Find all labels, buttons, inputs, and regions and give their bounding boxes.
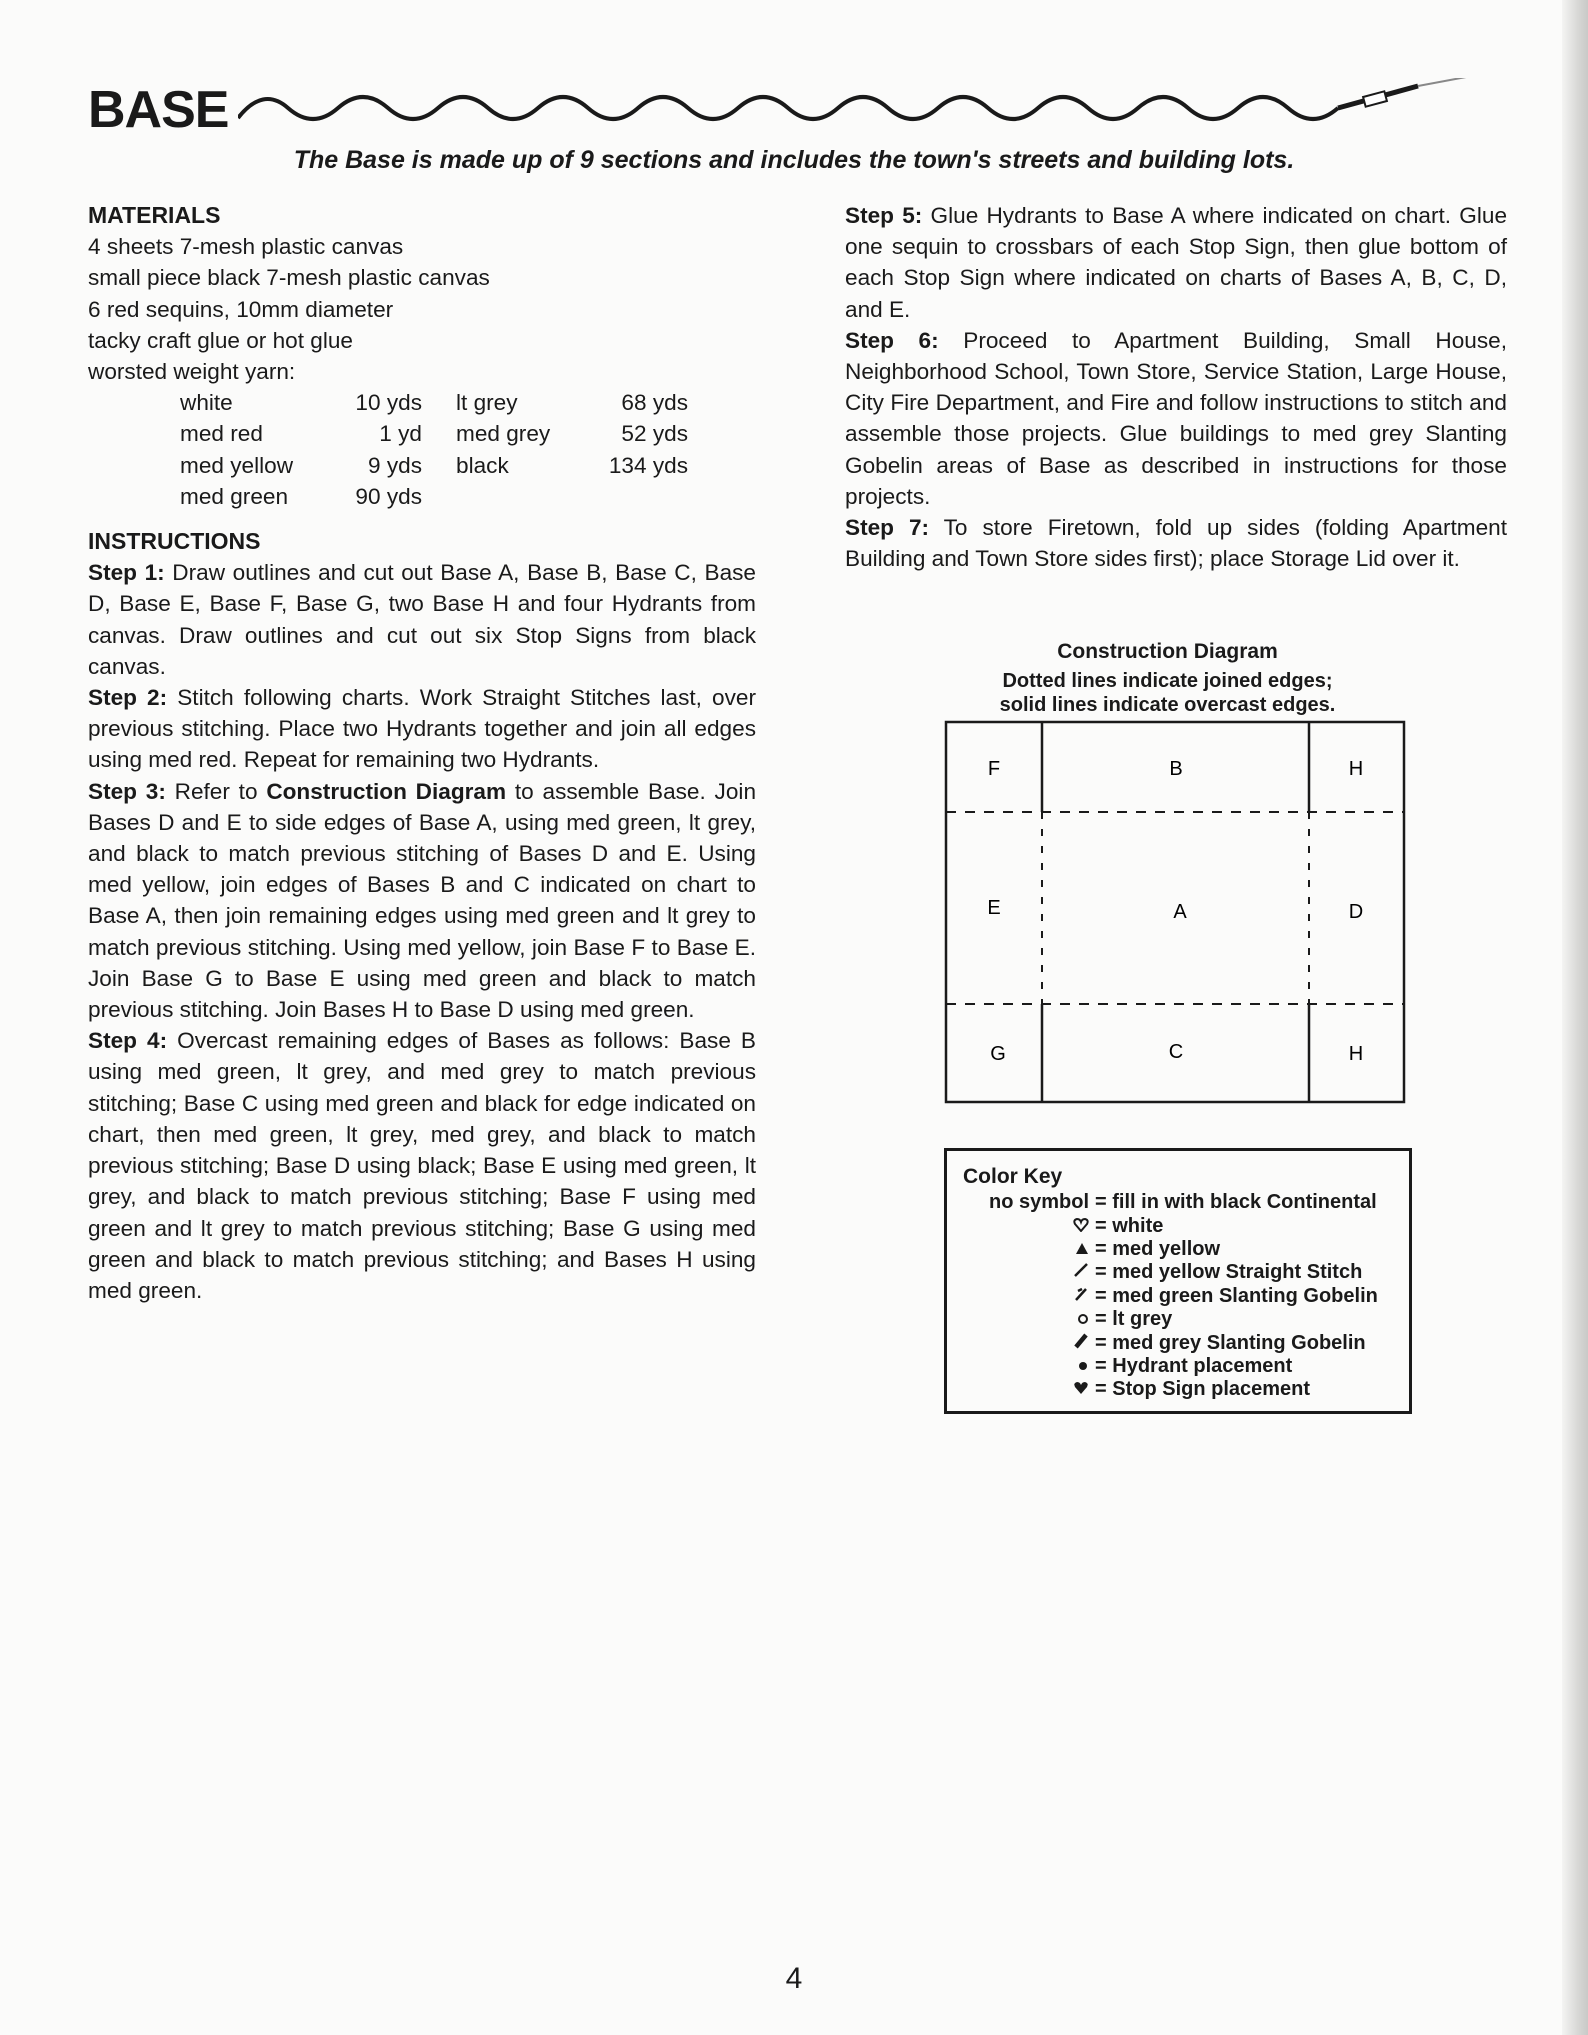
step-5	[845, 200, 1507, 325]
section-label-h-top: H	[1348, 758, 1364, 780]
equals-sign: =	[1095, 1378, 1107, 1401]
equals-sign: =	[1095, 1331, 1107, 1354]
yarn-row	[180, 418, 688, 449]
equals-sign: =	[1095, 1308, 1107, 1331]
yarn-amount: 10 yds	[355, 390, 422, 416]
color-key-row	[963, 1261, 1393, 1284]
equals-sign: =	[1095, 1191, 1107, 1214]
yarn-color: med green	[180, 483, 289, 509]
page-title: BASE	[88, 81, 229, 139]
yarn-color: black	[456, 452, 509, 478]
section-label-c: C	[1168, 1041, 1184, 1063]
color-key-row	[963, 1355, 1393, 1378]
needle-icon	[1338, 78, 1493, 108]
section-label-d: D	[1348, 901, 1364, 923]
materials-heading: MATERIALS	[88, 202, 221, 228]
diagram-note: Dotted lines indicate joined edges;	[1002, 670, 1333, 692]
step-3	[88, 776, 756, 1026]
color-key-row	[963, 1214, 1393, 1237]
yarn-row	[180, 481, 688, 512]
circle-outline-icon	[1077, 1313, 1089, 1325]
left-column	[88, 200, 756, 1306]
material-item: tacky craft glue or hot glue	[88, 327, 353, 353]
heart-outline-icon	[1073, 1218, 1089, 1232]
color-key-text: Stop Sign placement	[1112, 1378, 1311, 1401]
color-key-text: med yellow Straight Stitch	[1112, 1261, 1363, 1284]
material-item: 4 sheets 7-mesh plastic canvas	[88, 234, 404, 260]
step-7	[845, 512, 1507, 574]
section-label-g: G	[990, 1043, 1006, 1065]
color-key-text: Hydrant placement	[1112, 1354, 1293, 1377]
color-key-row	[963, 1238, 1393, 1261]
step-6	[845, 325, 1507, 512]
thick-slash-icon	[1073, 1333, 1089, 1349]
diagram-grid	[944, 720, 1406, 1104]
step-text: Proceed to Apartment Building, Small House, Neighborhood School, Town Store, Service Station, Large House, City Fire Department, and Fire and follow instructions to stitch and assemble those projects. Glue buildings to med grey Slanting Gobelin areas of Base as described in instructions for those projects.	[845, 327, 1507, 509]
equals-sign: =	[1095, 1284, 1107, 1307]
page-number: 4	[785, 1962, 803, 1995]
step-label: Step 6:	[845, 327, 939, 353]
section-label-e: E	[987, 897, 1001, 919]
material-item: small piece black 7-mesh plastic canvas	[88, 265, 490, 291]
color-key-row	[963, 1285, 1393, 1308]
yarn-row	[180, 450, 688, 481]
section-label-a: A	[1173, 901, 1187, 923]
yarn-row	[180, 387, 688, 418]
yarn-amount: 52 yds	[621, 421, 688, 447]
step-label: Step 7:	[845, 515, 930, 541]
step-2	[88, 682, 756, 776]
step-label: Step 4:	[88, 1028, 168, 1054]
color-key-row	[963, 1308, 1393, 1331]
yarn-amount: 90 yds	[355, 483, 422, 509]
equals-sign: =	[1095, 1214, 1107, 1237]
color-key-title: Color Key	[963, 1165, 1063, 1188]
step-text: Overcast remaining edges of Bases as follows: Base B using med green, lt grey, and med grey to match previous stitching; Base C using med green and black for edge indicated on chart, then med green, lt grey, med grey, and black to match previous stitching; Base D using black; Base E using med green, lt grey, and black to match previous stitching; Base F using med green and lt grey to match previous stitching; Base G using med green and black to match previous stitching; and Bases H using med green.	[88, 1028, 756, 1303]
step-label: Step 3:	[88, 778, 166, 804]
step-4	[88, 1025, 756, 1306]
color-key-text: white	[1112, 1214, 1164, 1237]
right-column	[845, 200, 1507, 574]
equals-sign: =	[1095, 1237, 1107, 1260]
yarn-color: lt grey	[456, 390, 518, 416]
color-key-symbol-text: no symbol	[988, 1191, 1089, 1214]
color-key-row	[963, 1378, 1393, 1401]
yarn-amount: 134 yds	[608, 452, 688, 478]
section-label-h-bottom: H	[1348, 1043, 1364, 1065]
step-text: to assemble Base. Join Bases D and E to side edges of Base A, using med green, lt grey, and black to match previous stitching of Bases D and E. Using med yellow, join edges of Bases B and C indicated on chart to Base A, then join remaining edges using med green and lt grey to match previous stitching. Using med yellow, join Base F to Base E. Join Base G to Base E using med green and black to match previous stitching. Join Bases H to Base D using med green.	[88, 778, 757, 1023]
color-key-row	[963, 1331, 1393, 1354]
section-label-b: B	[1169, 758, 1183, 780]
material-item: 6 red sequins, 10mm diameter	[88, 296, 394, 322]
yarn-color: med red	[180, 421, 263, 447]
equals-sign: =	[1095, 1261, 1107, 1284]
step-label: Step 1:	[88, 560, 165, 586]
color-key-row	[963, 1191, 1393, 1214]
yarn-table	[180, 387, 688, 512]
material-item: worsted weight yarn:	[88, 359, 296, 385]
diagram-title: Construction Diagram	[1057, 640, 1278, 663]
step-text: To store Firetown, fold up sides (folding Apartment Building and Town Store sides first); place Storage Lid over it.	[845, 515, 1507, 572]
step-text: Draw outlines and cut out Base A, Base B, Base C, Base D, Base E, Base F, Base G, two Base H and four Hydrants from canvas. Draw outlines and cut out six Stop Signs from black canvas.	[88, 560, 756, 679]
yarn-amount: 68 yds	[621, 390, 688, 416]
step-label: Step 5:	[845, 203, 923, 228]
diagram-note: solid lines indicate overcast edges.	[999, 694, 1336, 716]
instructions-heading: INSTRUCTIONS	[88, 528, 261, 555]
slash-icon	[1073, 1262, 1089, 1278]
color-key	[944, 1148, 1412, 1414]
color-key-text: med grey Slanting Gobelin	[1112, 1331, 1366, 1354]
page-edge	[1562, 0, 1588, 2035]
yarn-color	[422, 481, 584, 512]
section-label-f: F	[987, 758, 1001, 780]
dot-icon	[1077, 1360, 1089, 1372]
color-key-text: med green Slanting Gobelin	[1112, 1284, 1378, 1307]
step-text: Glue Hydrants to Base A where indicated on chart. Glue one sequin to crossbars of each Stop Sign, then glue bottom of each Stop Sign where indicated on charts of Bases A, B, C, D, and E.	[845, 203, 1508, 322]
step-text: Stitch following charts. Work Straight Stitches last, over previous stitching. Place two Hydrants together and join all edges using med red. Repeat for remaining two Hydrants.	[88, 685, 756, 773]
step-1	[88, 557, 756, 682]
yarn-amount	[584, 481, 688, 512]
color-key-text: lt grey	[1112, 1308, 1173, 1331]
yarn-color: med grey	[456, 421, 551, 447]
equals-sign: =	[1095, 1354, 1107, 1377]
heart-filled-icon	[1073, 1381, 1089, 1395]
yarn-color: white	[180, 390, 233, 416]
yarn-amount: 9 yds	[367, 452, 422, 478]
color-key-text: med yellow	[1112, 1237, 1221, 1260]
yarn-amount: 1 yd	[379, 421, 422, 447]
color-key-text: fill in with black Continental	[1112, 1191, 1377, 1214]
step-label: Step 2:	[88, 685, 168, 711]
yarn-color: med yellow	[180, 452, 294, 478]
wavy-line-decoration	[238, 78, 1508, 138]
page-subtitle: The Base is made up of 9 sections and includes the town's streets and building lots.	[293, 146, 1295, 174]
step-bold-ref: Construction Diagram	[266, 778, 507, 804]
step-text: Refer to	[165, 778, 267, 804]
triangle-icon	[1075, 1242, 1089, 1255]
slash-hook-icon	[1073, 1286, 1089, 1302]
